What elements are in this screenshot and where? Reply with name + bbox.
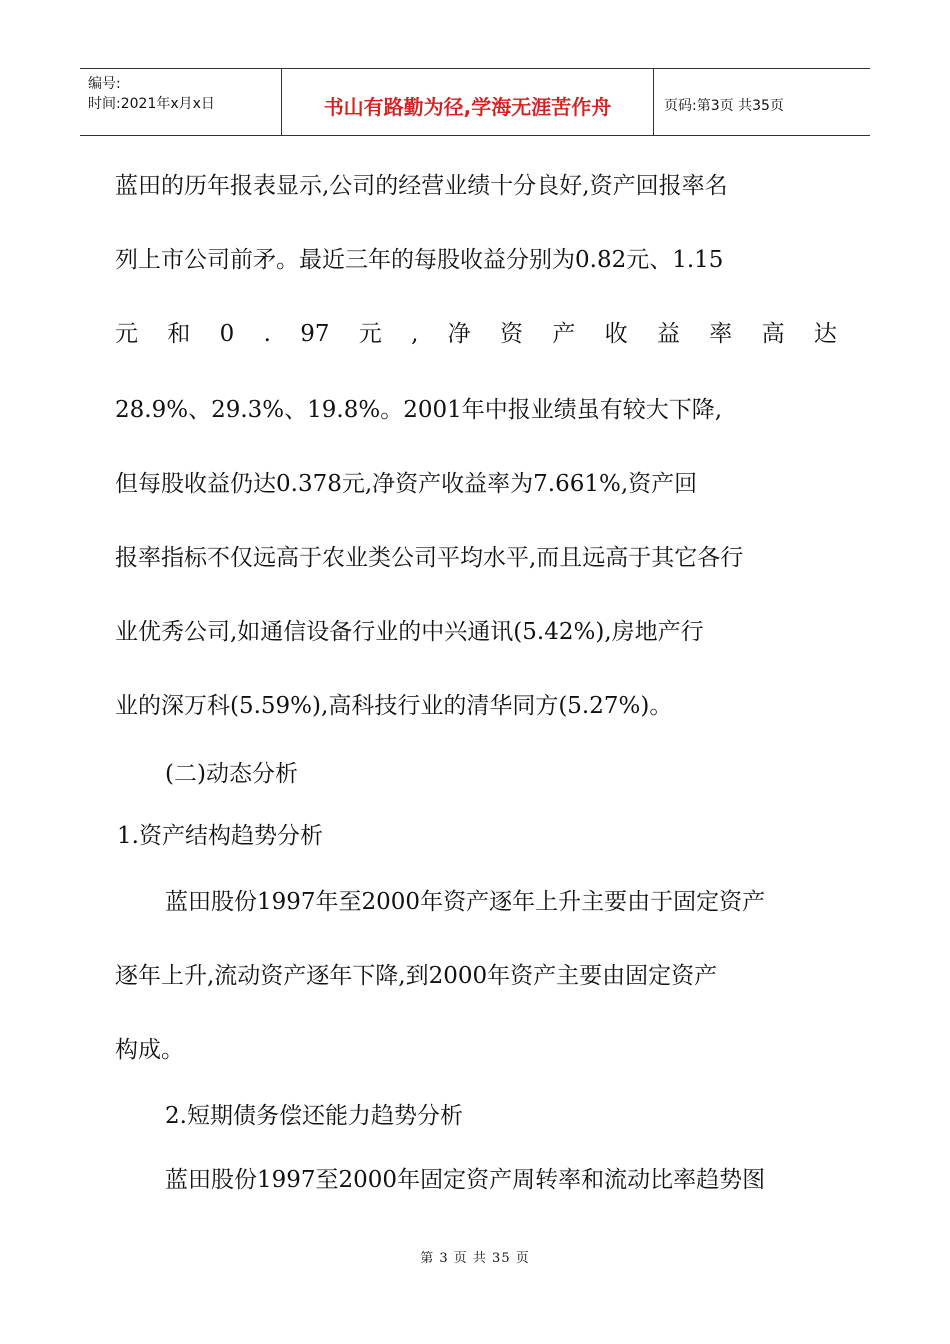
paragraph-line: 列上市公司前矛。最近三年的每股收益分别为0.82元、1.15 [115, 247, 724, 273]
justified-char: 和 [167, 321, 191, 347]
justified-char: . [263, 321, 271, 347]
paragraph-line: 但每股收益仍达0.378元,净资产收益率为7.661%,资产回 [115, 471, 698, 497]
document-time-label: 时间:2021年x月x日 [88, 96, 215, 112]
paragraph-line: 报率指标不仅远高于农业类公司平均水平,而且远高于其它各行 [115, 545, 744, 571]
justified-char: 元 [115, 321, 138, 347]
subsection-heading: 2.短期债务偿还能力趋势分析 [165, 1103, 463, 1129]
page-header [80, 68, 870, 136]
justified-char: 资 [500, 321, 524, 347]
justified-char: 率 [709, 321, 733, 347]
paragraph-line-justified [115, 316, 837, 352]
paragraph-line: 蓝田的历年报表显示,公司的经营业绩十分良好,资产回报率名 [115, 173, 728, 199]
header-motto: 书山有路勤为径,学海无涯苦作舟 [323, 95, 612, 119]
justified-char: 产 [552, 321, 576, 347]
justified-char: 收 [604, 321, 628, 347]
subsection-heading: 1.资产结构趋势分析 [117, 823, 323, 849]
page-footer: 第 3 页 共 35 页 [420, 1251, 530, 1266]
paragraph-line: 蓝田股份1997至2000年固定资产周转率和流动比率趋势图 [165, 1167, 766, 1193]
section-heading: (二)动态分析 [165, 761, 298, 787]
paragraph-line: 逐年上升,流动资产逐年下降,到2000年资产主要由固定资产 [115, 963, 718, 989]
header-page-info: 页码:第3页 共35页 [664, 98, 784, 114]
justified-char: 0 [219, 321, 235, 347]
document-number-label: 编号: [88, 76, 121, 92]
header-right-cell [654, 69, 870, 135]
justified-char: 元 [358, 321, 382, 347]
paragraph-line: 蓝田股份1997年至2000年资产逐年上升主要由于固定资产 [165, 889, 766, 915]
justified-char: 97 [300, 321, 330, 347]
justified-char: , [411, 321, 419, 347]
justified-char: 净 [447, 321, 471, 347]
header-left-cell [80, 69, 282, 135]
paragraph-line: 28.9%、29.3%、19.8%。2001年中报业绩虽有较大下降, [115, 397, 723, 423]
paragraph-line: 构成。 [115, 1037, 184, 1063]
justified-char: 达 [813, 321, 837, 347]
paragraph-line: 业的深万科(5.59%),高科技行业的清华同方(5.27%)。 [115, 693, 673, 719]
justified-char: 益 [656, 321, 680, 347]
justified-char: 高 [761, 321, 785, 347]
header-middle-cell [282, 69, 654, 135]
paragraph-line: 业优秀公司,如通信设备行业的中兴通讯(5.42%),房地产行 [115, 619, 704, 645]
